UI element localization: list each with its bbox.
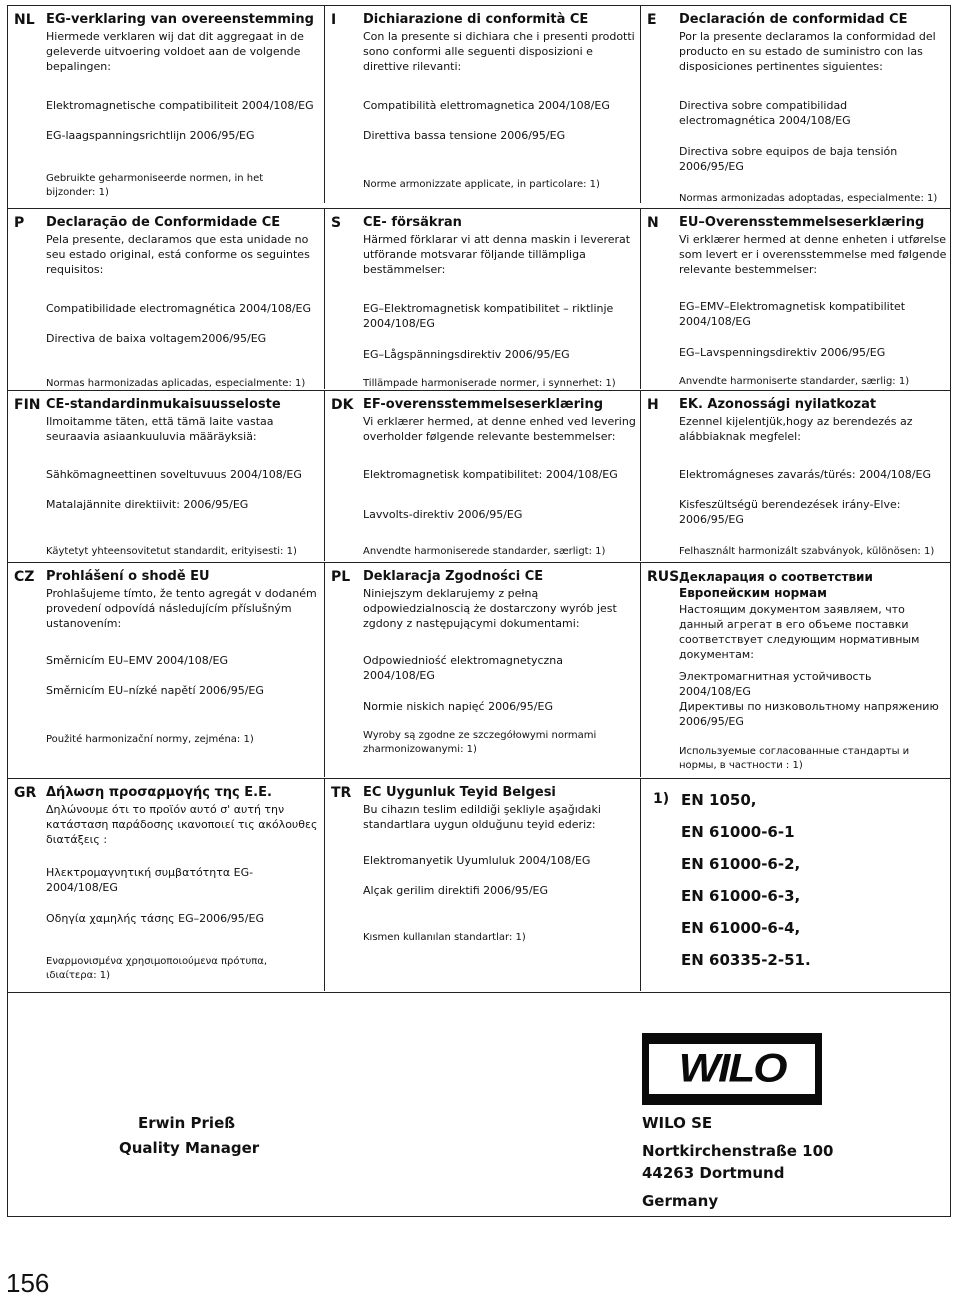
emc-directive: Электромагнитная устойчивость 2004/108/EG [679,670,872,698]
block-title: EG-verklaring van overeenstemming [46,12,314,27]
emc-directive: Compatibilidade electromagnética 2004/108/EG [46,302,312,315]
block-title: Deklaracja Zgodności CE [363,569,544,584]
footnote-mark: 1) [466,744,477,755]
logo-text: WILO [678,1046,786,1091]
lang-code: PL [331,569,351,585]
lv-directive: Directiva de baixa voltagem2006/95/EG [46,332,267,345]
block-title: Dichiarazione di conformità CE [363,12,589,27]
block-cz [8,563,324,777]
block-intro: Vi erklærer hermed, at denne enhed ved levering overholder følgende relevante bestemmelser: [363,415,636,443]
block-ru [640,563,950,777]
norms-note: Normas harmonizadas aplicadas, especialmente: 1) [46,378,306,389]
footnote-mark: 1) [286,546,297,557]
lv-directive: Директивы по низковольтному напряжению 2006/95/EG [679,700,939,728]
block-intro: Hiermede verklaren wij dat dit aggregaat in de geleverde uitvoering voldoet aan de volgende bepalingen: [46,30,304,73]
block-intro: Настоящим документом заявляем, что данный агрегат в его объеме поставки соответствует следующим нормативным документам: [679,603,920,661]
block-pl [324,563,640,777]
row-5 [8,778,950,991]
footnote-mark: 1) [243,734,254,745]
standard-item: EN 61000-6-2, [681,855,801,873]
wilo-logo [642,1033,822,1105]
block-title: Declaração de Conformidade CE [46,215,281,230]
block-se [324,209,640,389]
norms-note: Εναρμονισμένα χρησιμοποιούμενα πρότυπα, ιδιαίτερα: 1) [46,956,268,981]
footnote-mark: 1) [295,378,306,389]
norms-note: Normas armonizadas adoptadas, especialmente: 1) [679,193,938,204]
row-4 [8,562,950,777]
block-title: EC Uygunluk Teyid Belgesi [363,785,556,800]
lv-directive: EG-laagspanningsrichtlijn 2006/95/EG [46,129,255,142]
norms-note: Norme armonizzate applicate, in particolare: 1) [363,179,600,190]
footnote-mark: 1) [595,546,606,557]
block-title: Δήλωση προσαρμογής της Ε.Ε. [46,785,272,800]
footnote-mark: 1) [792,760,803,771]
block-it [324,6,640,203]
lv-directive: Οδηγία χαμηλής τάσης EG–2006/95/EG [46,912,264,925]
footnote-mark: 1) [99,970,111,981]
block-title: CE- försäkran [363,215,462,230]
lv-directive: Směrnicím EU–nízké napětí 2006/95/EG [46,684,264,697]
block-title: EK. Azonossági nyilatkozat [679,397,877,412]
emc-directive: Směrnicím EU–EMV 2004/108/EG [46,654,228,667]
block-gr [8,779,324,991]
footnote-mark: 1) [898,376,910,387]
declaration-sheet [7,5,951,1217]
emc-directive: Sähkömagneettinen soveltuvuus 2004/108/EG [46,468,302,481]
norms-note: Použité harmonizační normy, zejména: 1) [46,734,254,745]
lang-code: GR [14,785,37,801]
standard-item: EN 60335-2-51. [681,951,811,969]
footnote-mark: 1) [515,932,526,943]
standards-block [640,779,950,991]
block-title: Prohlášení o shodě EU [46,569,210,584]
lv-directive: EG–Lågspänningsdirektiv 2006/95/EG [363,348,570,361]
block-intro: Pela presente, declaramos que esta unidade no seu estado original, está conforme os seguintes requisitos: [46,233,310,276]
emc-directive: Elektromágneses zavarás/türés: 2004/108/EG [679,468,931,481]
row-3 [8,390,950,561]
lang-code: DK [331,397,354,413]
emc-directive: Directiva sobre compatibilidad electromagnética 2004/108/EG [679,99,851,127]
block-intro: Prohlašujeme tímto, že tento agregát v dodaném provedení odpovídá následujícím příslušným ustanovením: [46,587,317,630]
lang-code: FIN [14,397,41,413]
lv-directive: Lavvolts-direktiv 2006/95/EG [363,508,523,521]
block-intro: Härmed förklarar vi att denna maskin i levererat utförande motsvarar följande tillämpliga bestämmelser: [363,233,631,276]
emc-directive: Ηλεκτρομαγνητική συμβατότητα EG-2004/108/EG [46,866,254,894]
block-intro: Niniejszym deklarujemy z pełną odpowiedzialnoscią że dostarczony wyrób jest zgdony z następującymi dokumentami: [363,587,617,630]
block-no [640,209,950,389]
footnote-mark: 1) [605,378,616,389]
lang-code: S [331,215,342,231]
standard-item: EN 1050, [681,791,757,809]
norms-note: Используемые согласованные стандарты и нормы, в частности : 1) [679,746,910,771]
signatory-role: Quality Manager [119,1139,260,1157]
lang-code: E [647,12,657,28]
block-title: EF-overensstemmelseserklæring [363,397,604,412]
block-subtitle: Европейским нормам [679,586,827,600]
lv-directive: Matalajännite direktiivit: 2006/95/EG [46,498,249,511]
norms-note: Anvendte harmoniserte standarder, særlig: 1) [679,376,910,387]
lv-directive: Normie niskich napięć 2006/95/EG [363,700,553,713]
lang-code: P [14,215,25,231]
block-pt [8,209,324,389]
standard-item: EN 61000-6-4, [681,919,801,937]
company-country: Germany [642,1192,719,1210]
row-2 [8,208,950,389]
emc-directive: Odpowiedniość elektromagnetyczna 2004/108/EG [363,654,564,682]
lang-code: TR [331,785,352,801]
company-city: 44263 Dortmund [642,1164,785,1182]
lang-code: RUS [647,569,680,585]
emc-directive: Elektromagnetische compatibiliteit 2004/108/EG [46,99,314,112]
block-intro: Vi erklærer hermed at denne enheten i utførelse som levert er i overensstemmelse med følgende relevante bestemmelser: [679,233,947,276]
block-intro: Con la presente si dichiara che i presenti prodotti sono conformi alle seguenti disposizioni e direttive rilevanti: [363,30,635,73]
footnote-mark: 1) [927,193,938,204]
lang-code: N [647,215,659,231]
norms-note: Wyroby są zgodne ze szczegółowymi normami zharmonizowanymi: 1) [363,730,597,755]
block-intro: Por la presente declaramos la conformidad del producto en su estado de suministro con las disposiciones pertinentes siguientes: [679,30,936,73]
emc-directive: Elektromagnetisk kompatibilitet: 2004/108/EG [363,468,618,481]
block-intro: Ezennel kijelentjük,hogy az berendezés az alábbiaknak megfelel: [679,415,913,443]
norms-note: Felhasznált harmonizált szabványok, különösen: 1) [679,546,935,557]
block-tr [324,779,640,991]
block-title: Декларация о соответствии [679,570,873,584]
standard-item: EN 61000-6-1 [681,823,795,841]
row-signature [8,992,950,1217]
block-intro: Ilmoitamme täten, että tämä laite vastaa seuraavia asiaankuuluvia määräyksiä: [46,415,274,443]
company-name: WILO SE [642,1114,713,1132]
norms-note: Gebruikte geharmoniseerde normen, in het bijzonder: 1) [46,173,264,198]
emc-directive: EG–Elektromagnetisk kompatibilitet – riktlinje 2004/108/EG [363,302,614,330]
footnote-mark: 1) [923,546,935,557]
page-number: 156 [6,1268,50,1298]
footnote-mark: 1) [653,791,670,807]
block-nl [8,6,324,203]
emc-directive: EG–EMV–Elektromagnetisk kompatibilitet 2004/108/EG [679,300,906,328]
emc-directive: Compatibilità elettromagnetica 2004/108/EG [363,99,610,112]
lv-directive: Direttiva bassa tensione 2006/95/EG [363,129,566,142]
lang-code: I [331,12,337,28]
lv-directive: EG–Lavspenningsdirektiv 2006/95/EG [679,346,886,359]
block-title: CE-standardinmukaisuusseloste [46,397,281,412]
norms-note: Käytetyt yhteensovitetut standardit, erityisesti: 1) [46,546,297,557]
company-street: Nortkirchenstraße 100 [642,1142,834,1160]
norms-note: Kısmen kullanılan standartlar: 1) [363,932,526,943]
block-hu [640,391,950,561]
lang-code: NL [14,12,35,28]
block-title: EU–Overensstemmelseserklæring [679,215,925,230]
lv-directive: Directiva sobre equipos de baja tensión 2006/95/EG [679,145,898,173]
block-intro: Δηλώνουμε ότι το προϊόν αυτό σ' αυτή την κατάσταση παράδοσης ικανοποιεί τις ακόλουθες διατάξεις : [46,803,318,846]
norms-note: Anvendte harmoniserede standarder, særligt: 1) [363,546,606,557]
block-fi [8,391,324,561]
lang-code: CZ [14,569,35,585]
footnote-mark: 1) [589,179,600,190]
block-title: Declaración de conformidad CE [679,12,908,27]
norms-note: Tillämpade harmoniserade normer, i synnerhet: 1) [363,378,616,389]
emc-directive: Elektromanyetik Uyumluluk 2004/108/EG [363,854,591,867]
standard-item: EN 61000-6-3, [681,887,801,905]
block-intro: Bu cihazın teslim edildiği şekliyle aşağıdaki standartlara uygun olduğunu teyid ederiz: [363,803,601,831]
lv-directive: Kisfeszültségü berendezések irány-Elve: 2006/95/EG [679,498,901,526]
block-es [640,6,950,203]
lv-directive: Alçak gerilim direktifi 2006/95/EG [363,884,549,897]
block-dk [324,391,640,561]
footnote-mark: 1) [98,187,109,198]
row-1 [8,6,950,203]
lang-code: H [647,397,659,413]
signatory-name: Erwin Prieß [138,1114,236,1132]
